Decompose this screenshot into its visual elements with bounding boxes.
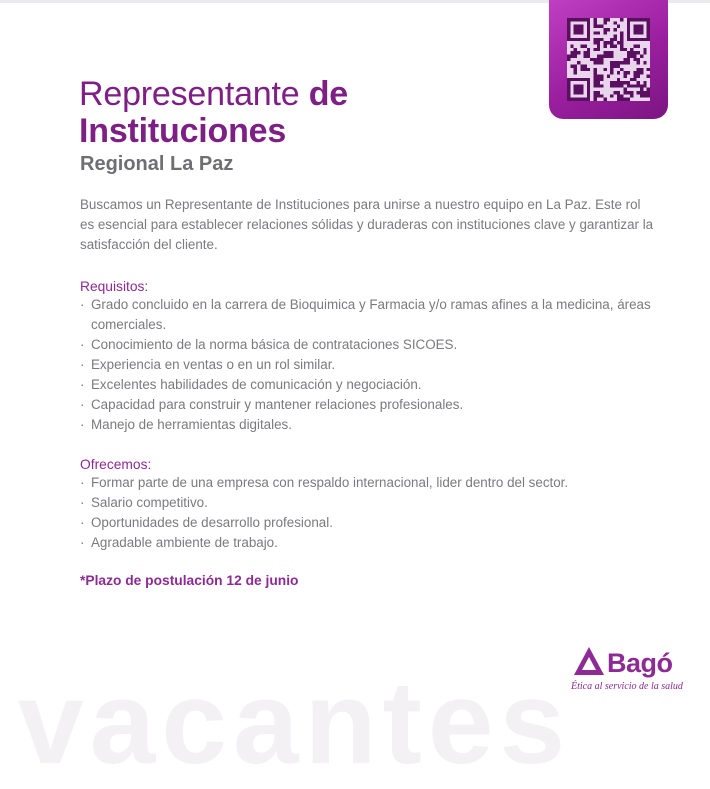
intro-paragraph: Buscamos un Representante de Instituciones para unirse a nuestro equipo en La Paz. Este rol es esencial para establecer relaciones sólidas y duraderas con instituciones clave y garantizar la satisfacción del cliente.	[80, 197, 654, 252]
list-item: · Experiencia en ventas o en un rol similar.	[80, 355, 655, 375]
deadline-note: *Plazo de postulación 12 de junio	[80, 573, 299, 588]
list-item: · Agradable ambiente de trabajo.	[80, 533, 655, 553]
list-item: · Formar parte de una empresa con respaldo internacional, lider dentro del sector.	[80, 473, 655, 493]
ofrecemos-title: Ofrecemos:	[80, 457, 152, 472]
watermark-text: vacantes	[18, 657, 572, 789]
title-bold-instituciones: Instituciones	[79, 112, 287, 150]
page-subtitle: Regional La Paz	[80, 153, 234, 175]
list-item: · Excelentes habilidades de comunicación y negociación.	[80, 375, 655, 395]
requisitos-list	[80, 295, 655, 435]
list-item: · Grado concluido en la carrera de Bioquimica y Farmacia y/o ramas afines a la medicina, áreas comerciales.	[80, 295, 655, 335]
brand-name: Bagó	[607, 648, 673, 678]
list-item: · Manejo de herramientas digitales.	[80, 415, 655, 435]
ofrecemos-list	[80, 473, 655, 553]
qr-code-icon[interactable]	[567, 18, 650, 101]
bago-logo	[565, 644, 695, 694]
title-bold-de: de	[308, 75, 348, 113]
list-item: · Oportunidades de desarrollo profesional.	[80, 513, 655, 533]
page-title	[79, 76, 348, 150]
qr-tab	[549, 0, 668, 119]
list-item: · Salario competitivo.	[80, 493, 655, 513]
list-item: · Capacidad para construir y mantener relaciones profesionales.	[80, 395, 655, 415]
requisitos-title: Requisitos:	[80, 279, 149, 294]
brand-tagline: Ética al servicio de la salud	[571, 681, 683, 692]
list-item: · Conocimiento de la norma básica de contrataciones SICOES.	[80, 335, 655, 355]
bago-triangle-logo-icon	[573, 646, 605, 676]
title-light: Representante	[79, 75, 300, 113]
